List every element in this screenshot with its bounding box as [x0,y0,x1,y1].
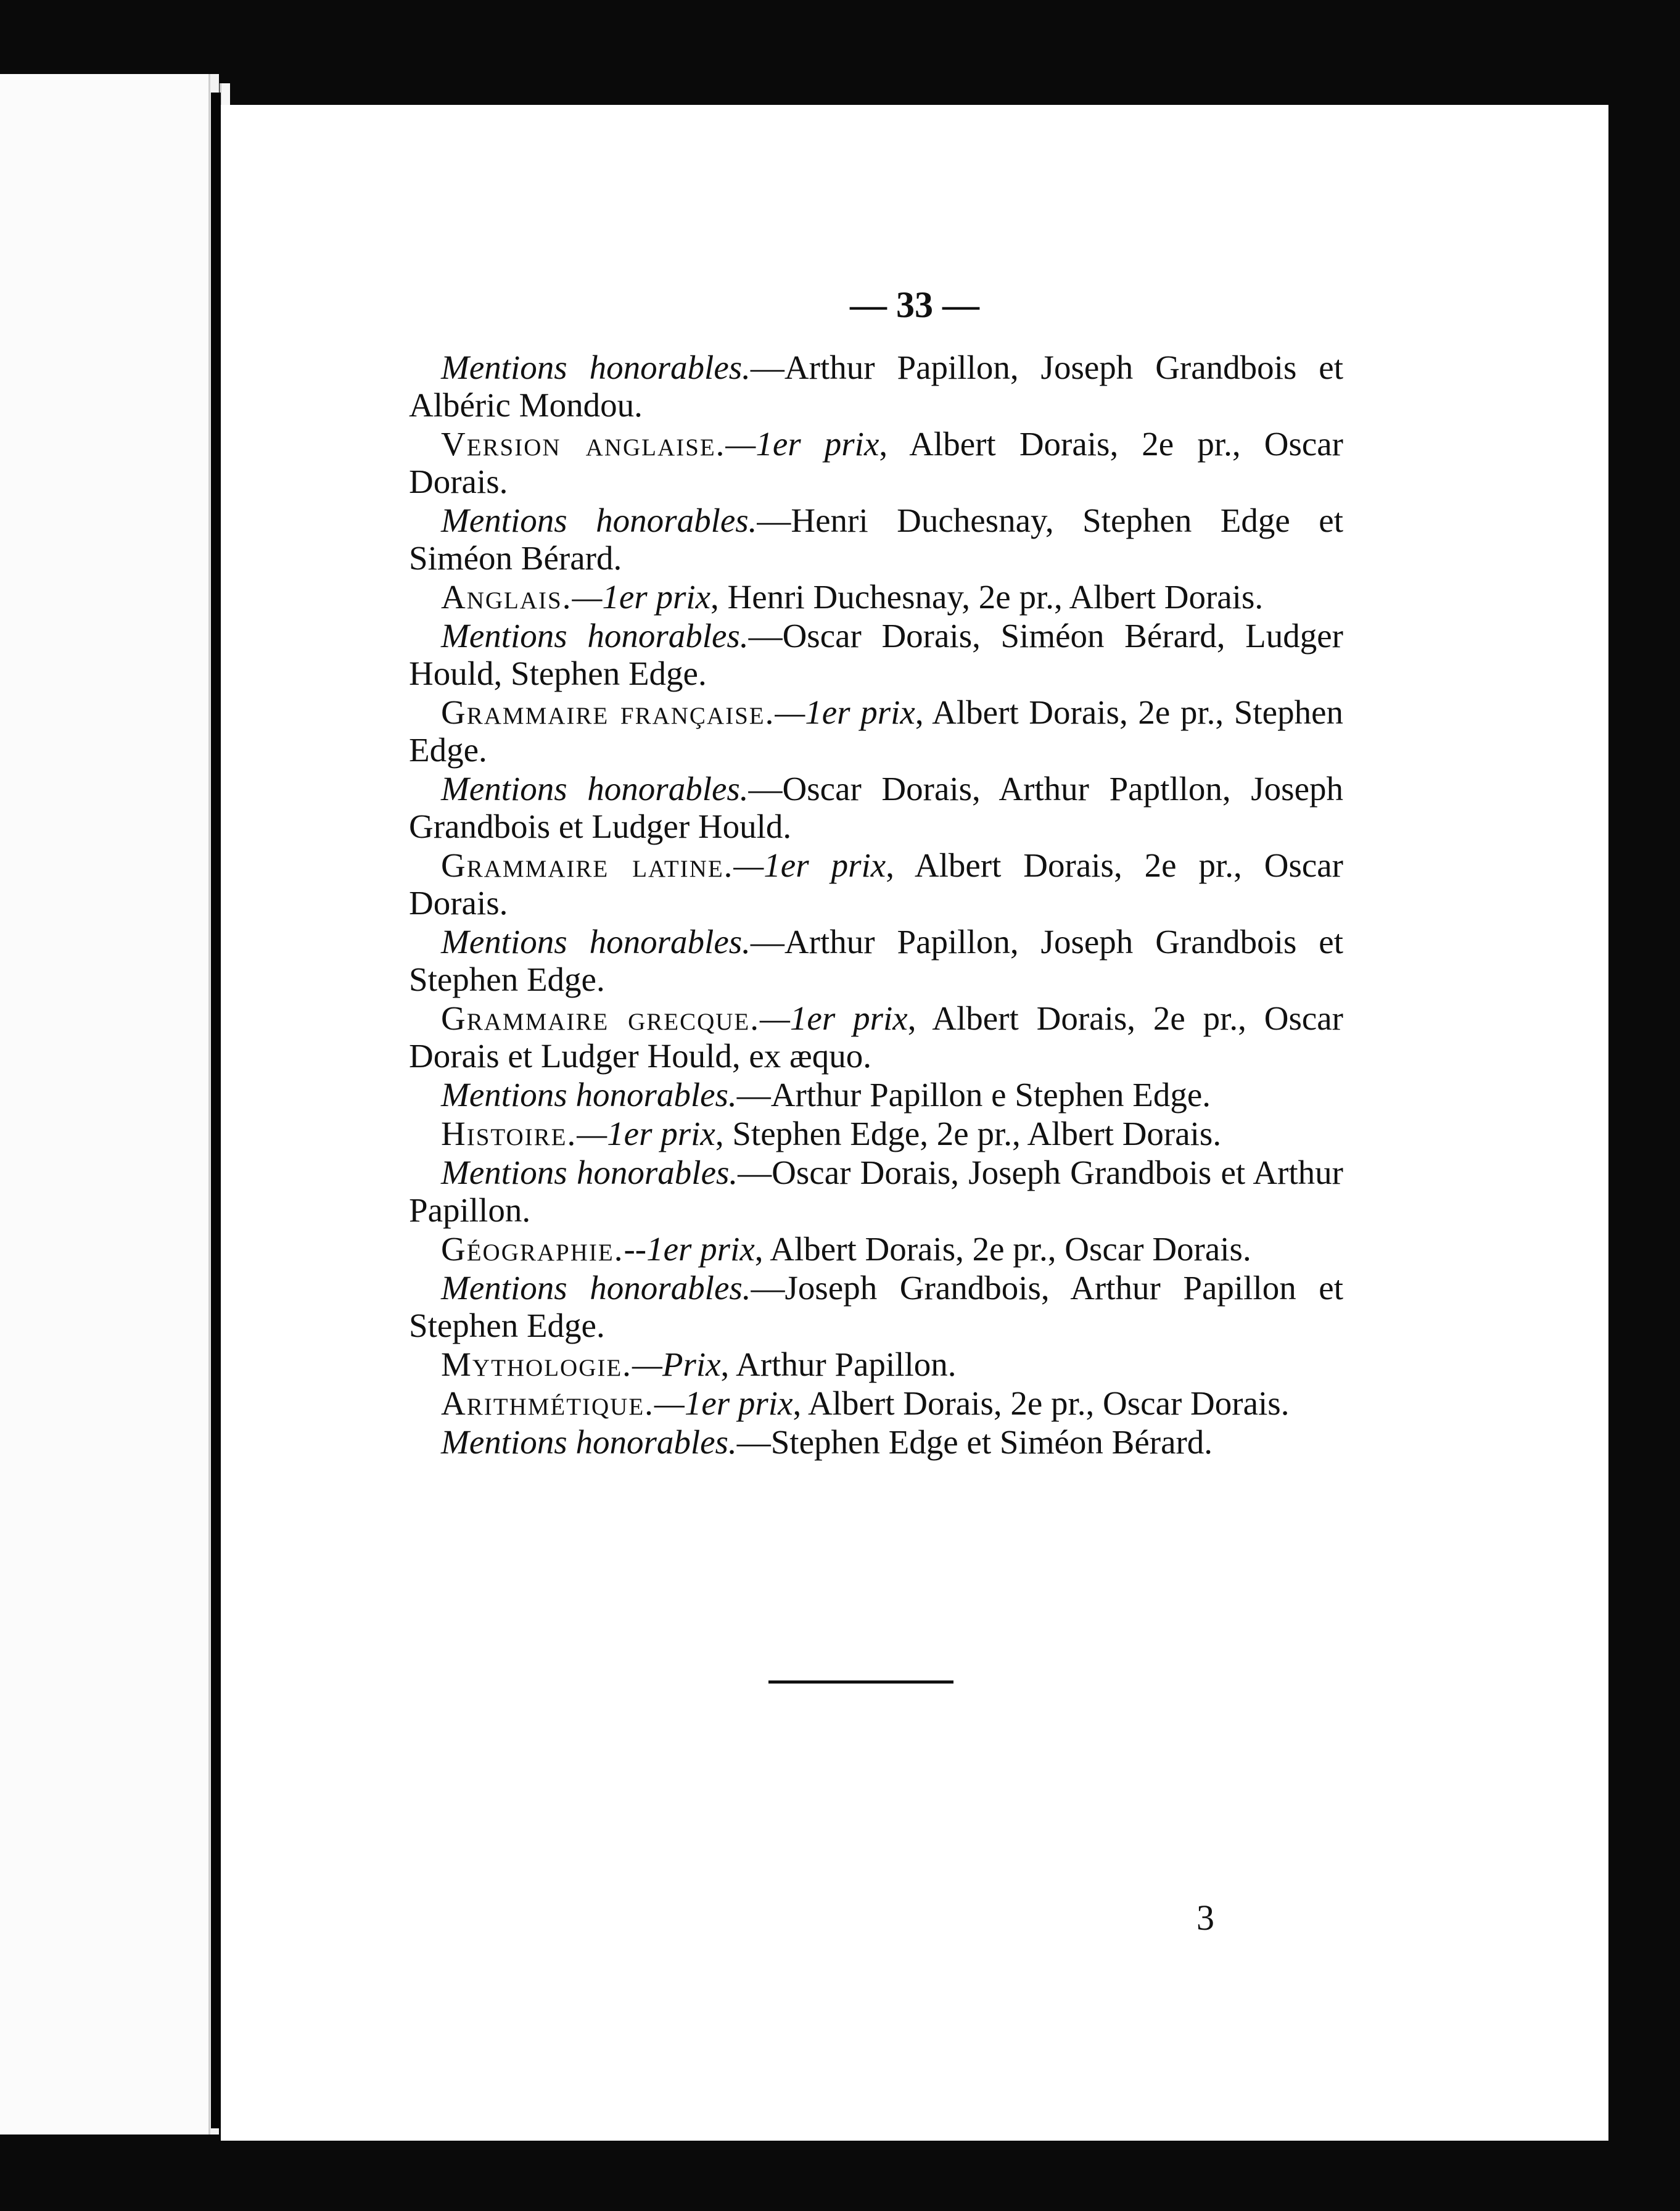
paragraph-heading: Mentions honorables. [441,770,749,808]
prize-paragraph [409,1115,1343,1152]
paragraph-text: , Arthur Papillon. [720,1345,957,1383]
paragraph-text: —Joseph Grandbois, Arthur Papillon et Stephen Edge. [409,1269,1343,1344]
paragraph-heading: Mentions honorables. [441,349,751,386]
prize-paragraph [409,1384,1343,1422]
paragraph-heading: Mythologie. [441,1345,632,1383]
paragraph-text: —Arthur Papillon, Joseph Grandbois et Stephen Edge. [409,923,1343,998]
prize-paragraph [409,770,1343,845]
prize-list [409,349,1343,1461]
paragraph-heading: Arithmétique. [441,1384,654,1422]
document-page [221,105,1608,2141]
prize-label: —1er prix [775,693,915,731]
paragraph-text: , Albert Dorais, 2e pr., Oscar Dorais. [409,425,1343,500]
paragraph-text: —Arthur Papillon, Joseph Grandbois et Albéric Mondou. [409,349,1343,424]
paragraph-heading: Mentions honorables. [441,1269,751,1307]
paragraph-text: , Albert Dorais, 2e pr., Oscar Dorais et Ludger Hould, ex æquo. [409,999,1343,1075]
prize-paragraph [409,1345,1343,1383]
prize-paragraph [409,425,1343,500]
prize-paragraph [409,693,1343,769]
paragraph-heading: Mentions honorables. [441,1423,737,1461]
paragraph-text: , Albert Dorais, 2e pr., Oscar Dorais. [793,1384,1290,1422]
prize-label: —1er prix [654,1384,793,1422]
paragraph-heading: Grammaire française. [441,693,775,731]
paragraph-heading: Version anglaise. [441,425,726,463]
paragraph-text: —Oscar Dorais, Siméon Bérard, Ludger Hould, Stephen Edge. [409,617,1343,692]
paragraph-text: , Henri Duchesnay, 2e pr., Albert Dorais. [710,578,1264,616]
book-gutter [211,93,221,2128]
page-number: — 33 — [850,284,979,325]
left-page-edge [0,74,213,2135]
paragraph-text: —Stephen Edge et Siméon Bérard. [736,1423,1213,1461]
paragraph-heading: Géographie. [441,1230,624,1268]
end-rule [768,1680,953,1684]
prize-paragraph [409,846,1343,922]
prize-paragraph [409,349,1343,424]
paragraph-heading: Mentions honorables. [441,923,751,961]
paragraph-text: —Oscar Dorais, Joseph Grandbois et Arthur Papillon. [409,1154,1343,1229]
prize-label: --1er prix [624,1230,755,1268]
paragraph-text: , Albert Dorais, 2e pr., Oscar Dorais. [754,1230,1251,1268]
prize-label: —1er prix [577,1115,715,1152]
prize-paragraph [409,617,1343,692]
paragraph-text: —Arthur Papillon e Stephen Edge. [736,1076,1211,1114]
paragraph-heading: Grammaire latine. [441,846,734,884]
prize-label: —1er prix [760,999,908,1037]
prize-label: —1er prix [733,846,886,884]
prize-label: —1er prix [572,578,711,616]
paragraph-text: —Oscar Dorais, Arthur Paptllon, Joseph Grandbois et Ludger Hould. [409,770,1343,845]
signature-mark: 3 [1196,1898,1214,1938]
paragraph-heading: Mentions honorables. [441,502,757,539]
prize-paragraph [409,578,1343,616]
paragraph-heading: Anglais. [441,578,572,616]
prize-label: —1er prix [725,425,879,463]
prize-paragraph [409,1076,1343,1114]
prize-paragraph [409,923,1343,998]
paragraph-heading: Mentions honorables. [441,617,749,655]
paragraph-heading: Mentions honorables. [441,1154,738,1191]
paragraph-heading: Grammaire grecque. [441,999,760,1037]
paragraph-heading: Mentions honorables. [441,1076,737,1114]
prize-paragraph [409,1269,1343,1344]
prize-paragraph [409,999,1343,1075]
prize-label: —Prix [632,1345,721,1383]
prize-paragraph [409,1423,1343,1461]
prize-paragraph [409,502,1343,577]
paragraph-text: , Albert Dorais, 2e pr., Oscar Dorais. [409,846,1344,922]
paragraph-heading: Histoire. [441,1115,577,1152]
paragraph-text: , Stephen Edge, 2e pr., Albert Dorais. [715,1115,1222,1152]
prize-paragraph [409,1230,1343,1268]
paragraph-text: —Henri Duchesnay, Stephen Edge et Siméon Bérard. [409,502,1343,577]
paragraph-text: , Albert Dorais, 2e pr., Stephen Edge. [409,693,1343,769]
prize-paragraph [409,1154,1343,1229]
